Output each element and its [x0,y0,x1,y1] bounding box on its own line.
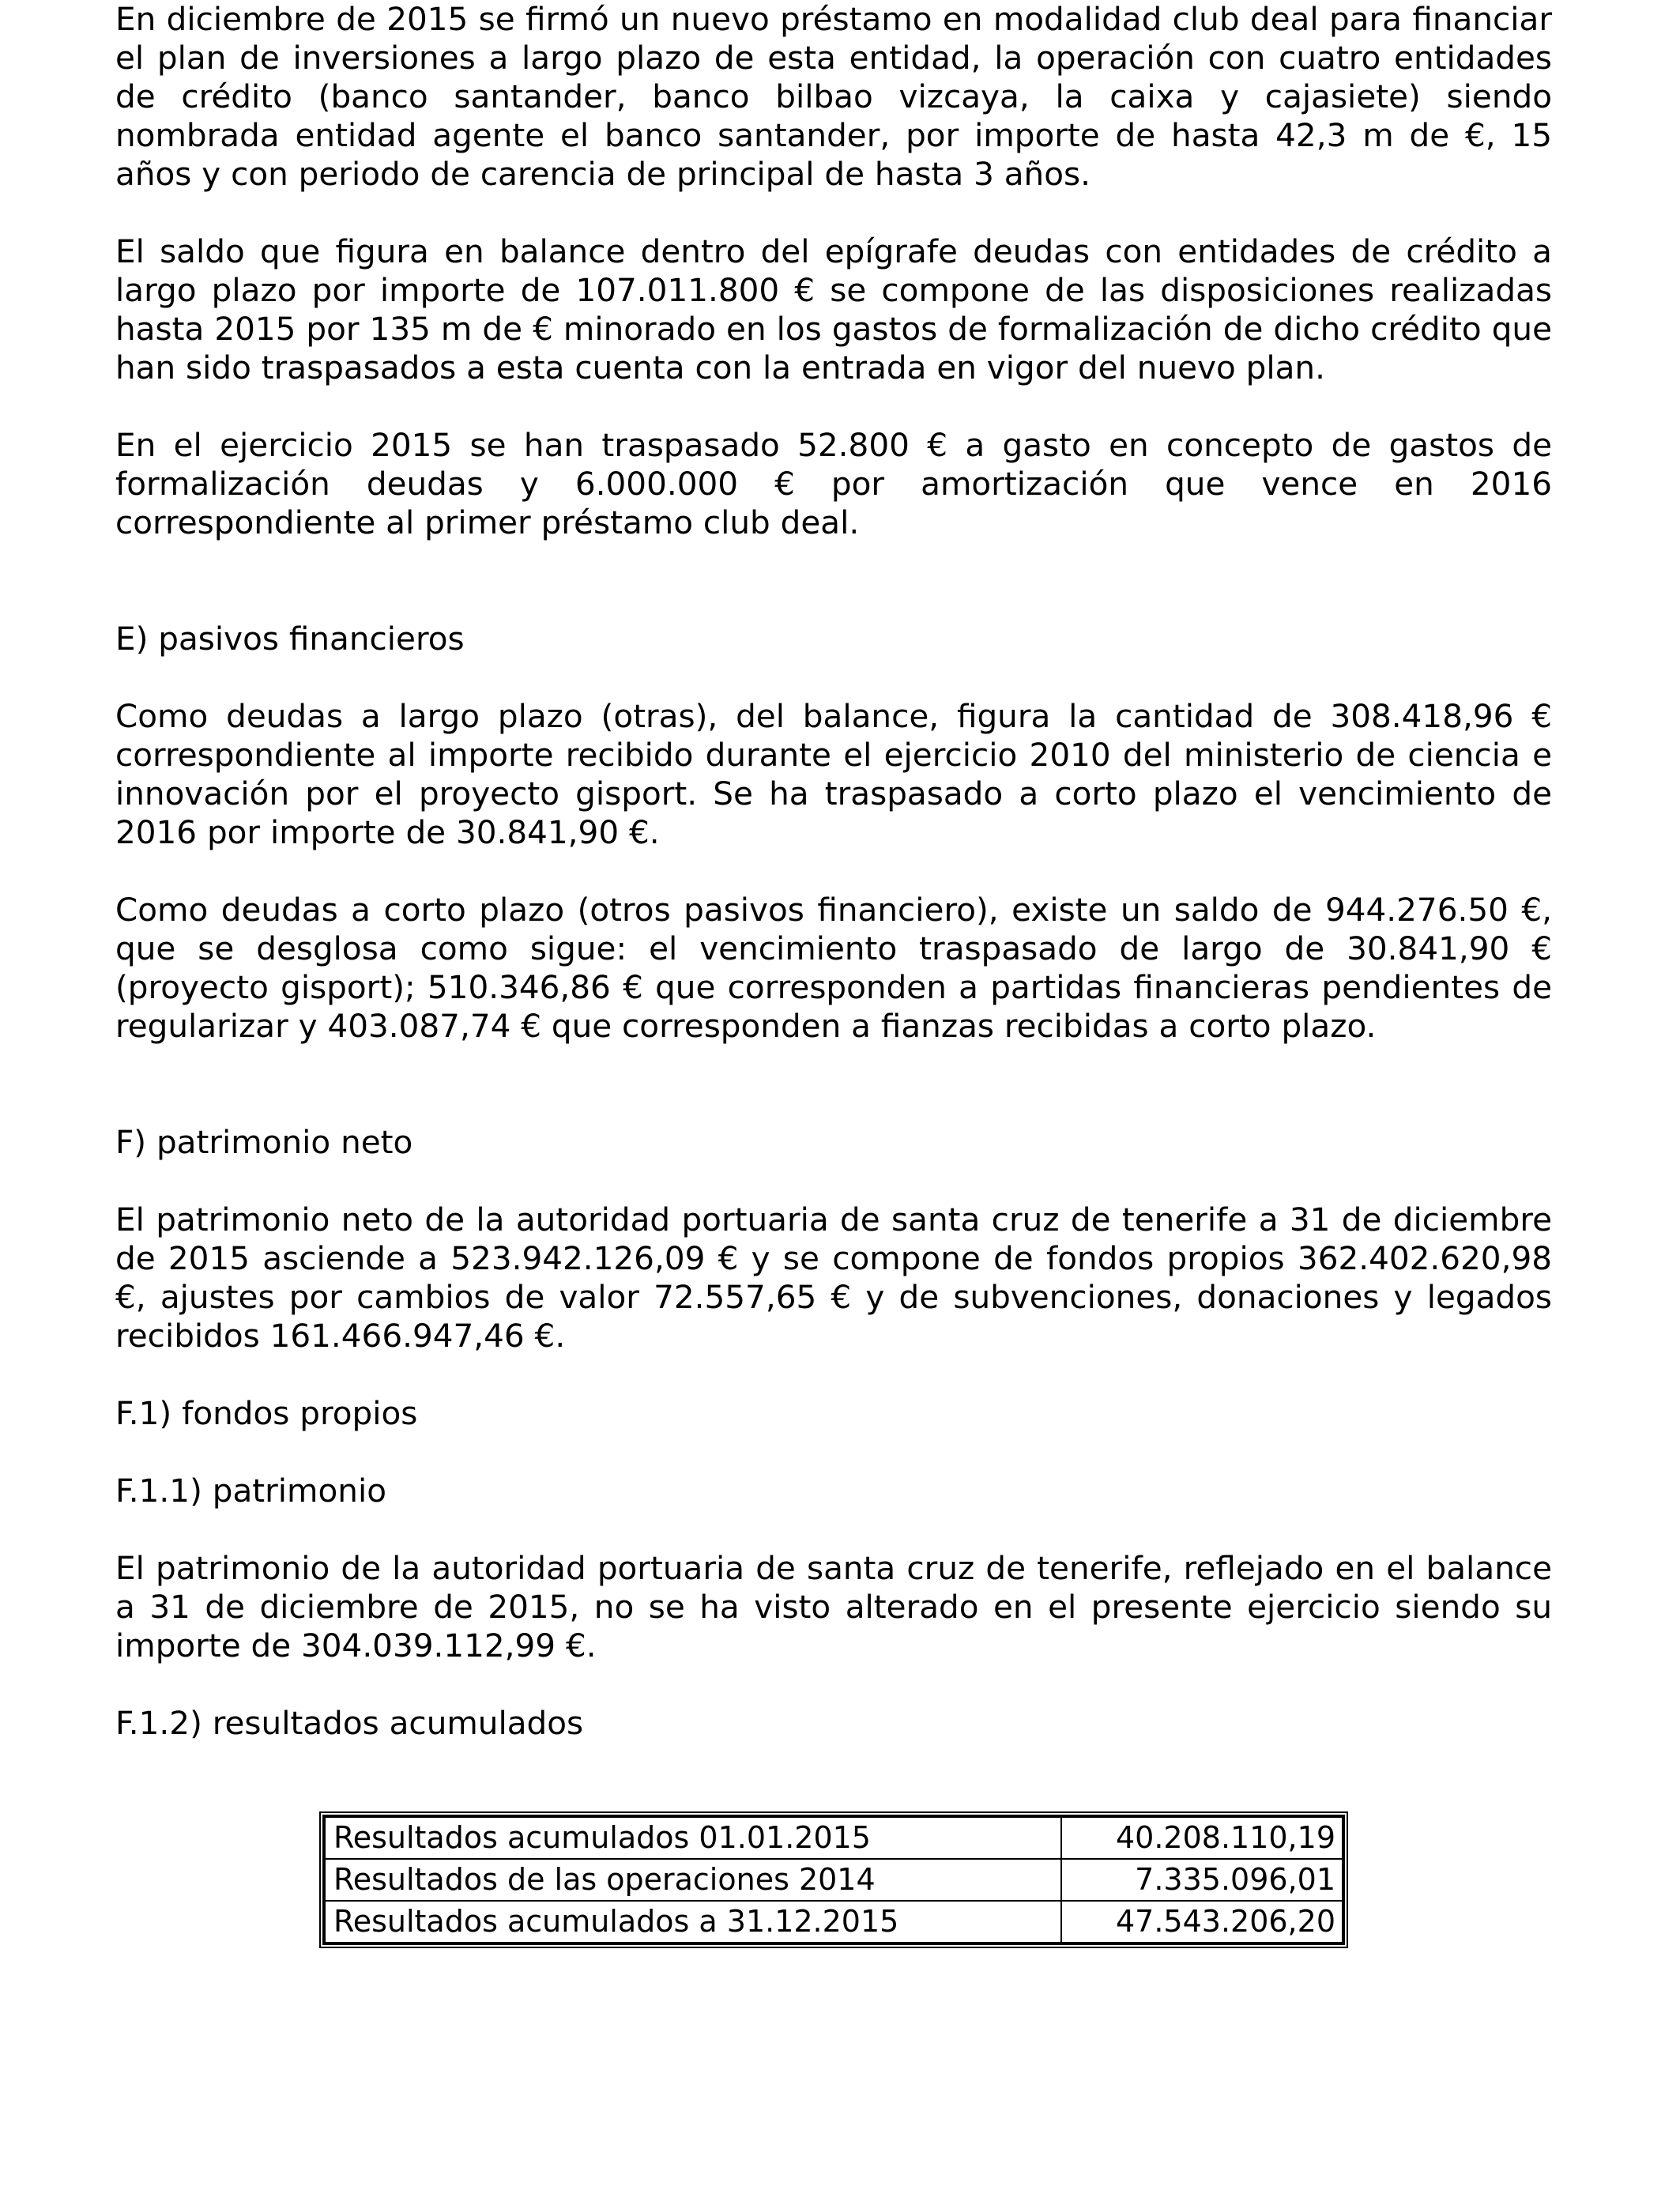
heading-patrimonio-neto: F) patrimonio neto [115,1123,413,1161]
table-row [325,1901,1343,1943]
heading-patrimonio: F.1.1) patrimonio [115,1472,386,1510]
table-cell-label: Resultados acumulados 01.01.2015 [325,1817,1061,1859]
table-cell-value: 47.543.206,20 [1061,1901,1343,1943]
paragraph-saldo-balance: El saldo que figura en balance dentro del epígrafe deudas con entidades de crédito a largo plazo por importe de 107.011.800 € se compone de las disposiciones realizadas hasta 2015 por 135 m de € minorado en los gastos de formalización de dicho crédito que han sido traspasados a esta cuenta con la entrada en vigor del nuevo plan. [115,232,1552,386]
paragraph-ejercicio-2015: En el ejercicio 2015 se han traspasado 52.800 € a gasto en concepto de gastos de formalización deudas y 6.000.000 € por amortización que vence en 2016 correspondiente al primer préstamo club deal. [115,426,1552,541]
heading-resultados-acumulados: F.1.2) resultados acumulados [115,1704,584,1742]
heading-pasivos-financieros: E) pasivos financieros [115,620,465,658]
table-cell-label: Resultados de las operaciones 2014 [325,1859,1061,1901]
results-table [319,1811,1348,1948]
paragraph-patrimonio: El patrimonio de la autoridad portuaria de santa cruz de tenerife, reflejado en el balance a 31 de diciembre de 2015, no se ha visto alterado en el presente ejercicio siendo su importe de 304.039.112,99 €. [115,1549,1552,1664]
table-cell-value: 40.208.110,19 [1061,1817,1343,1859]
table-cell-label: Resultados acumulados a 31.12.2015 [325,1901,1061,1943]
heading-fondos-propios: F.1) fondos propios [115,1394,418,1432]
table-row [325,1859,1343,1901]
paragraph-deudas-largo-plazo: Como deudas a largo plazo (otras), del balance, figura la cantidad de 308.418,96 € correspondiente al importe recibido durante el ejercicio 2010 del ministerio de ciencia e innovación por el proyecto gisport. Se ha traspasado a corto plazo el vencimiento de 2016 por importe de 30.841,90 €. [115,697,1552,851]
table-cell-value: 7.335.096,01 [1061,1859,1343,1901]
paragraph-patrimonio-neto: El patrimonio neto de la autoridad portuaria de santa cruz de tenerife a 31 de diciembre de 2015 asciende a 523.942.126,09 € y se compone de fondos propios 362.402.620,98 €, ajustes por cambios de valor 72.557,65 € y de subvenciones, donaciones y legados recibidos 161.466.947,46 €. [115,1201,1552,1355]
table-row [325,1817,1343,1859]
paragraph-club-deal: En diciembre de 2015 se firmó un nuevo préstamo en modalidad club deal para financiar el plan de inversiones a largo plazo de esta entidad, la operación con cuatro entidades de crédito (banco santander, banco bilbao vizcaya, la caixa y cajasiete) siendo nombrada entidad agente el banco santander, por importe de hasta 42,3 m de €, 15 años y con periodo de carencia de principal de hasta 3 años. [115,0,1552,193]
document-page [115,0,1552,1743]
paragraph-deudas-corto-plazo: Como deudas a corto plazo (otros pasivos financiero), existe un saldo de 944.276.50 €, que se desglosa como sigue: el vencimiento traspasado de largo de 30.841,90 € (proyecto gisport); 510.346,86 € que corresponden a partidas financieras pendientes de regularizar y 403.087,74 € que corresponden a fianzas recibidas a corto plazo. [115,891,1552,1045]
